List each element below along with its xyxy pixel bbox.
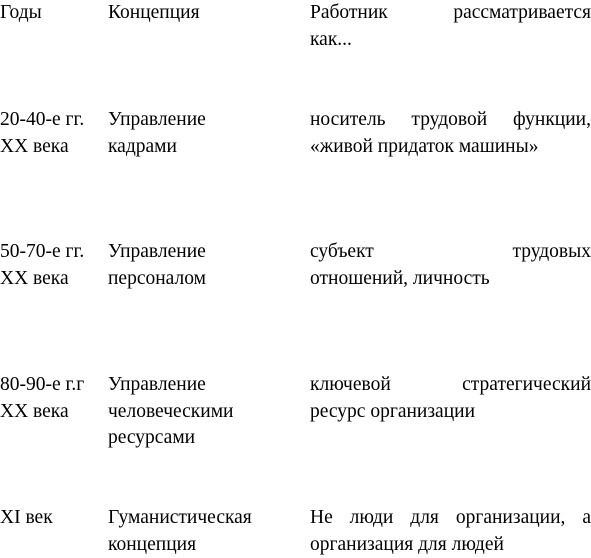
- row-concept: Управление персоналом: [108, 241, 206, 289]
- row-worker-view: Не люди для организации, а организация для людей: [310, 507, 591, 555]
- row-years: XI век: [0, 507, 53, 528]
- table-row: [0, 107, 591, 239]
- row-worker-view: субъект трудовых отношений, личность: [310, 241, 591, 289]
- table-header-row: [0, 0, 591, 107]
- row-worker-view: ключевой стратегический ресурс организации: [310, 374, 591, 422]
- header-worker-view: Работник рассматривается как...: [310, 2, 591, 50]
- row-concept: Гуманистическая концепция: [108, 507, 252, 555]
- row-concept: Управление кадрами: [108, 109, 206, 157]
- row-years: 80-90-е г.г XX века: [0, 374, 85, 422]
- table-row: [0, 372, 591, 505]
- header-concept: Концепция: [108, 2, 200, 23]
- row-years: 50-70-е гг. XX века: [0, 241, 85, 289]
- table-row: [0, 239, 591, 372]
- header-years: Годы: [0, 2, 42, 23]
- table-row: [0, 505, 591, 558]
- row-years: 20-40-е гг. XX века: [0, 109, 85, 157]
- row-concept: Управление человеческими ресурсами: [108, 374, 234, 448]
- row-worker-view: носитель трудовой функции, «живой придаток машины»: [310, 109, 591, 157]
